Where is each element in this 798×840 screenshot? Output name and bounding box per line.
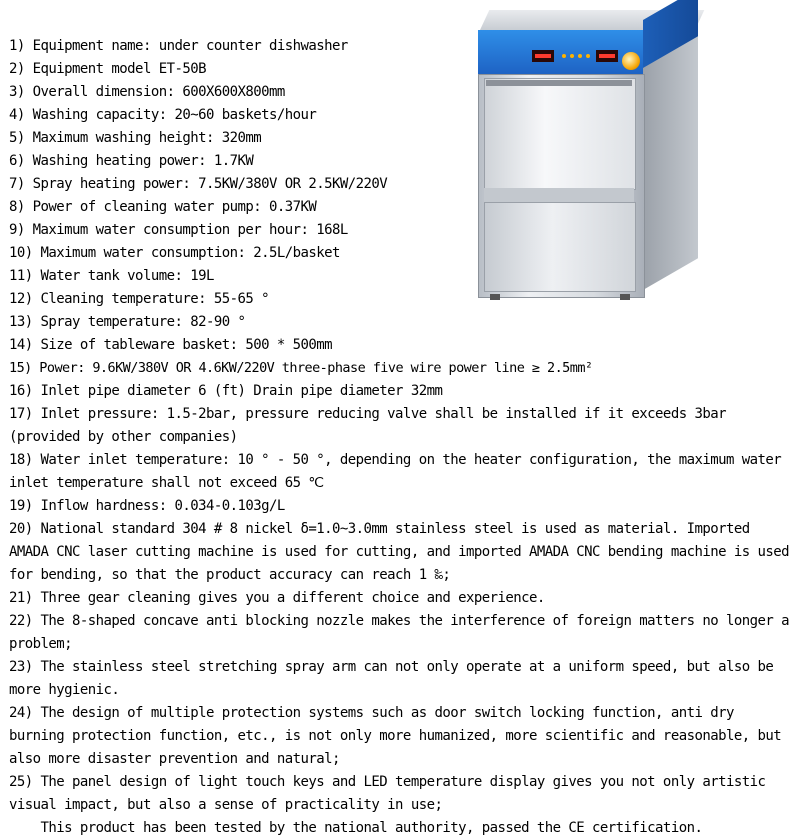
spec-line: 19) Inflow hardness: 0.034-0.103g/L — [9, 498, 285, 514]
spec-line: 3) Overall dimension: 600X600X800mm — [9, 84, 285, 100]
spec-line: 21) Three gear cleaning gives you a different choice and experience. — [9, 590, 545, 606]
led-display-right — [596, 50, 618, 62]
indicator-led — [578, 54, 582, 58]
spec-line: 8) Power of cleaning water pump: 0.37KW — [9, 199, 317, 215]
control-panel — [478, 30, 643, 76]
spec-line: 6) Washing heating power: 1.7KW — [9, 153, 254, 169]
spec-line: 12) Cleaning temperature: 55-65 ° — [9, 291, 269, 307]
spec-line: 2) Equipment model ET-50B — [9, 61, 206, 77]
spec-line: 14) Size of tableware basket: 500 * 500mm — [9, 337, 333, 353]
spec-line: 25) The panel design of light touch keys and LED temperature display gives you not only artistic visual impact, but also a sense of practicality in use; — [9, 774, 766, 813]
foot — [490, 294, 500, 300]
led-display-left — [532, 50, 554, 62]
spec-line: 13) Spray temperature: 82-90 ° — [9, 314, 246, 330]
spec-line: 7) Spray heating power: 7.5KW/380V OR 2.5KW/220V — [9, 176, 388, 192]
indicator-led — [570, 54, 574, 58]
spec-line: 17) Inlet pressure: 1.5-2bar, pressure reducing valve shall be installed if it exceeds 3bar (provided by other companies) — [9, 406, 726, 445]
spec-line: 24) The design of multiple protection systems such as door switch locking function, anti dry burning protection function, etc., is not only more humanized, more scientific and reasonable, but also more disaster prevention and natural; — [9, 705, 782, 767]
spec-line: 23) The stainless steel stretching spray arm can not only operate at a uniform speed, but also be more hygienic. — [9, 659, 774, 698]
spec-line: 18) Water inlet temperature: 10 ° - 50 °, depending on the heater configuration, the maximum water inlet temperature shall not exceed 65 ℃ — [9, 452, 782, 491]
lower-panel — [484, 202, 636, 292]
spec-line: 20) National standard 304 # 8 nickel δ=1.0~3.0mm stainless steel is used as material. Imported AMADA CNC laser cutting machine is used for cutting, and imported AMADA CNC bending machine is used for bending, so that the product accuracy can reach 1 ‰; — [9, 521, 789, 583]
spec-line: 10) Maximum water consumption: 2.5L/basket — [9, 245, 340, 261]
spec-line: 11) Water tank volume: 19L — [9, 268, 214, 284]
foot — [620, 294, 630, 300]
certification-note: This product has been tested by the national authority, passed the CE certification. — [9, 820, 703, 836]
spec-line: 22) The 8-shaped concave anti blocking nozzle makes the interference of foreign matters no longer a problem; — [9, 613, 789, 652]
door-seam — [484, 188, 634, 202]
spec-line: 9) Maximum water consumption per hour: 168L — [9, 222, 348, 238]
door-panel — [484, 78, 636, 190]
spec-line: 15) Power: 9.6KW/380V OR 4.6KW/220V three-phase five wire power line ≥ 2.5mm² — [9, 360, 593, 376]
door-handle — [486, 80, 632, 86]
cabinet-side — [643, 36, 698, 290]
spec-line: 5) Maximum washing height: 320mm — [9, 130, 262, 146]
indicator-led — [562, 54, 566, 58]
spec-line: 16) Inlet pipe diameter 6 (ft) Drain pipe diameter 32mm — [9, 383, 443, 399]
control-knob — [622, 52, 640, 70]
spec-line: 1) Equipment name: under counter dishwasher — [9, 38, 348, 54]
indicator-led — [586, 54, 590, 58]
dishwasher-product-image — [470, 10, 650, 290]
spec-line: 4) Washing capacity: 20~60 baskets/hour — [9, 107, 317, 123]
